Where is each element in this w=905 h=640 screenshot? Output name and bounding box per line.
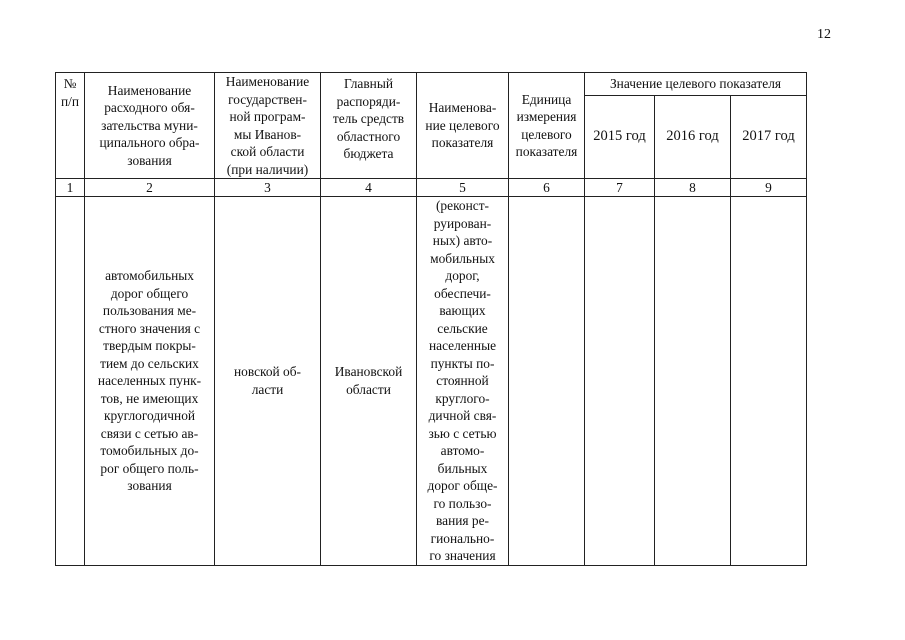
- header-year-2017: 2017 год: [731, 96, 807, 179]
- column-number: 7: [585, 179, 655, 197]
- row-unit-cell: [509, 197, 585, 566]
- header-program-name: Наименование государствен- ной програм- мы Иванов- ской области (при наличии): [215, 73, 321, 179]
- column-number: 1: [56, 179, 85, 197]
- row-number-cell: [56, 197, 85, 566]
- header-row-1: [56, 73, 807, 96]
- column-number: 9: [731, 179, 807, 197]
- header-indicator-value-group: Значение целевого показателя: [585, 73, 807, 96]
- header-unit: Единица измерения целевого показателя: [509, 73, 585, 179]
- column-number: 5: [417, 179, 509, 197]
- column-number: 6: [509, 179, 585, 197]
- page-number: 12: [817, 27, 831, 42]
- header-year-2016: 2016 год: [655, 96, 731, 179]
- row-program-cell: новской об- ласти: [215, 197, 321, 566]
- header-indicator-name: Наименова- ние целевого показателя: [417, 73, 509, 179]
- column-number: 4: [321, 179, 417, 197]
- row-value-2015-cell: [585, 197, 655, 566]
- header-obligation-name: Наименование расходного обя- зательства муни- ципального обра- зования: [85, 73, 215, 179]
- row-value-2016-cell: [655, 197, 731, 566]
- header-number: № п/п: [56, 73, 85, 179]
- row-budget-manager-cell: Ивановской области: [321, 197, 417, 566]
- column-number: 2: [85, 179, 215, 197]
- row-indicator-cell: (реконст- руирован- ных) авто- мобильных дорог, обеспечи- вающих сельские населенные пункты по- стоянной круглого- дичной свя- зью с сетью автомо- бильных дорог обще- го пользо- вания ре- гионально- го значения: [417, 197, 509, 566]
- table-row: [56, 197, 807, 566]
- row-value-2017-cell: [731, 197, 807, 566]
- column-number: 3: [215, 179, 321, 197]
- row-obligation-cell: автомобильных дорог общего пользования ме- стного значения с твердым покры- тием до сельских населенных пунк- тов, не имеющих круглогодичной связи с сетью ав- томобильных до- рог общего поль- зования: [85, 197, 215, 566]
- column-number: 8: [655, 179, 731, 197]
- header-year-2015: 2015 год: [585, 96, 655, 179]
- column-number-row: [56, 179, 807, 197]
- target-indicators-table: [55, 72, 807, 566]
- header-budget-manager: Главный распоряди- тель средств областного бюджета: [321, 73, 417, 179]
